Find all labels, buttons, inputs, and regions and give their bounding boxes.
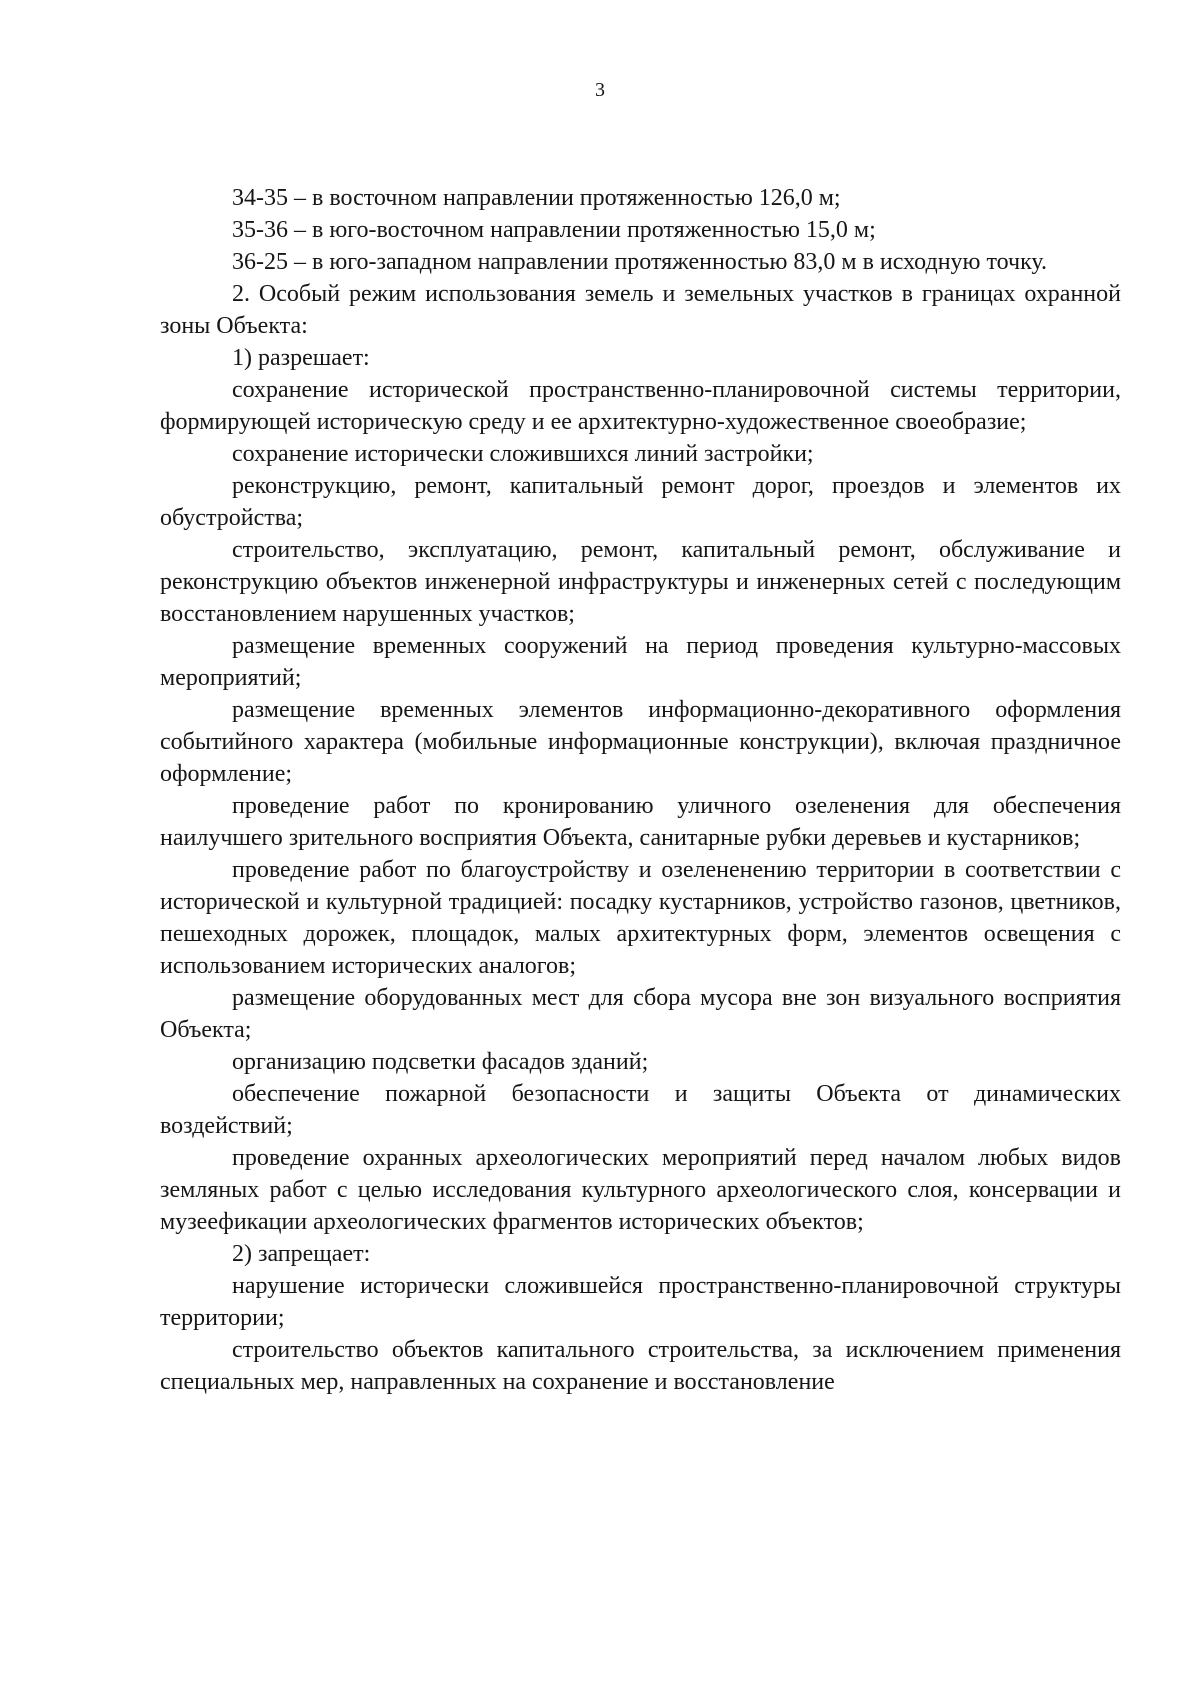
prohibit-item: строительство объектов капитального строительства, за исключением применения специальных мер, направленных на сохранение и восстановление: [160, 1337, 1121, 1395]
permit-item: реконструкцию, ремонт, капитальный ремонт дорог, проездов и элементов их обустройства;: [160, 473, 1121, 531]
permit-item: размещение временных сооружений на период проведения культурно-массовых мероприятий;: [160, 633, 1121, 691]
page-number: 3: [595, 79, 605, 101]
boundary-segment-35-36: 35-36 – в юго-восточном направлении протяженностью 15,0 м;: [232, 217, 876, 243]
permit-item: проведение работ по кронированию уличного озеленения для обеспечения наилучшего зрительного восприятия Объекта, санитарные рубки деревьев и кустарников;: [160, 793, 1121, 851]
boundary-segment-34-35: 34-35 – в восточном направлении протяженностью 126,0 м;: [232, 185, 841, 211]
permit-item: проведение охранных археологических мероприятий перед началом любых видов земляных работ с целью исследования культурного археологического слоя, консервации и музеефикации археологических фрагментов исторических объектов;: [160, 1145, 1121, 1235]
prohibit-item: нарушение исторически сложившейся пространственно-планировочной структуры территории;: [160, 1273, 1121, 1331]
permit-item: обеспечение пожарной безопасности и защиты Объекта от динамических воздействий;: [160, 1081, 1121, 1139]
permit-item: организацию подсветки фасадов зданий;: [232, 1049, 649, 1075]
permits-heading: 1) разрешает:: [232, 345, 370, 371]
boundary-segment-36-25: 36-25 – в юго-западном направлении протяженностью 83,0 м в исходную точку.: [232, 249, 1048, 275]
permit-item: размещение временных элементов информационно-декоративного оформления событийного характера (мобильные информационные конструкции), включая праздничное оформление;: [160, 697, 1121, 787]
permit-item: сохранение исторической пространственно-планировочной системы территории, формирующей историческую среду и ее архитектурно-художественное своеобразие;: [160, 377, 1121, 435]
permit-item: размещение оборудованных мест для сбора мусора вне зон визуального восприятия Объекта;: [160, 985, 1121, 1043]
permit-item: сохранение исторически сложившихся линий застройки;: [232, 441, 814, 467]
permit-item: строительство, эксплуатацию, ремонт, капитальный ремонт, обслуживание и реконструкцию объектов инженерной инфраструктуры и инженерных сетей с последующим восстановлением нарушенных участков;: [160, 537, 1121, 627]
document-body: [160, 182, 1121, 1398]
section-2-heading: 2. Особый режим использования земель и земельных участков в границах охранной зоны Объекта:: [160, 281, 1121, 339]
permit-item: проведение работ по благоустройству и озелененению территории в соответствии с исторической и культурной традицией: посадку кустарников, устройство газонов, цветников, пешеходных дорожек, площадок, малых архитектурных форм, элементов освещения с использованием исторических аналогов;: [160, 857, 1121, 979]
prohibits-heading: 2) запрещает:: [232, 1241, 371, 1267]
